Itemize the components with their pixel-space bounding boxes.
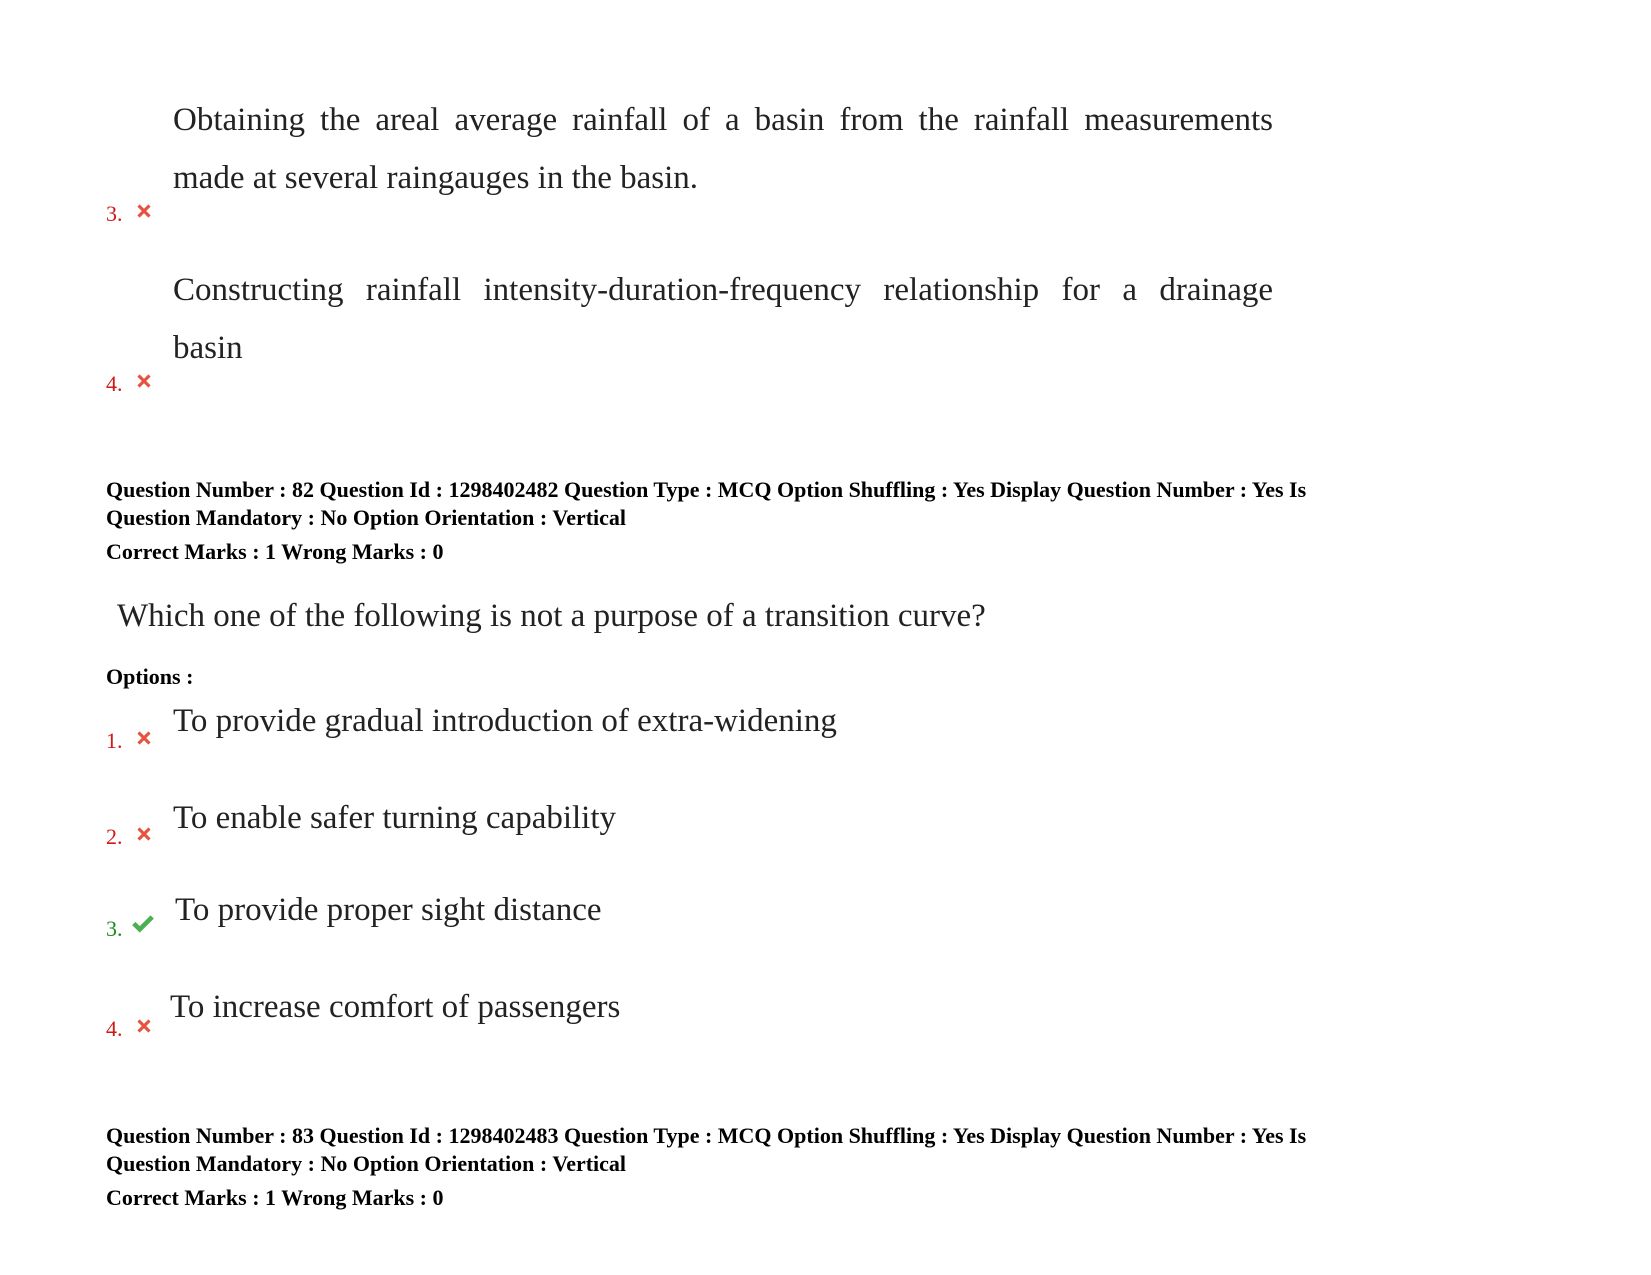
q82-meta-line-1: Question Number : 82 Question Id : 1298402482 Question Type : MCQ Option Shuffling : Yes Display Question Number : Yes Is — [106, 477, 1307, 502]
cross-icon — [133, 1015, 155, 1037]
cross-icon — [133, 370, 155, 392]
q83-meta-line-2: Question Mandatory : No Option Orientation : Vertical — [106, 1151, 627, 1176]
q83-marks: Correct Marks : 1 Wrong Marks : 0 — [106, 1185, 444, 1210]
q82-meta-line-2: Question Mandatory : No Option Orientation : Vertical — [106, 505, 627, 530]
prev-option-3-text — [173, 91, 1273, 207]
prev-option-4-line-1: Constructing rainfall intensity-duration-frequency relationship for a drainage — [173, 272, 1273, 308]
q83-meta — [106, 1122, 1526, 1178]
check-icon — [130, 913, 156, 935]
q83-meta-line-1: Question Number : 83 Question Id : 1298402483 Question Type : MCQ Option Shuffling : Yes Display Question Number : Yes Is — [106, 1123, 1307, 1148]
q82-option-4-text: To increase comfort of passengers — [170, 989, 621, 1025]
cross-icon — [133, 727, 155, 749]
q82-option-1-number: 1. — [106, 728, 123, 753]
q82-marks: Correct Marks : 1 Wrong Marks : 0 — [106, 539, 444, 564]
cross-icon — [133, 200, 155, 222]
prev-option-3-line-1: Obtaining the areal average rainfall of a basin from the rainfall measurements — [173, 102, 1273, 138]
q82-options-label: Options : — [106, 664, 194, 689]
prev-option-3-number: 3. — [106, 201, 123, 226]
q82-option-3-number: 3. — [106, 916, 123, 941]
q82-option-2-number: 2. — [106, 824, 123, 849]
cross-icon — [133, 823, 155, 845]
q82-meta — [106, 476, 1526, 532]
prev-option-4-number: 4. — [106, 371, 123, 396]
prev-option-4-line-2: basin — [173, 330, 243, 366]
prev-option-3-line-2: made at several raingauges in the basin. — [173, 160, 699, 196]
q82-option-3-text: To provide proper sight distance — [175, 892, 602, 928]
prev-option-4-text — [173, 261, 1273, 377]
q82-question-text: Which one of the following is not a purpose of a transition curve? — [117, 598, 986, 634]
q82-option-2-text: To enable safer turning capability — [173, 800, 617, 836]
q82-option-4-number: 4. — [106, 1016, 123, 1041]
q82-option-1-text: To provide gradual introduction of extra-widening — [173, 703, 837, 739]
